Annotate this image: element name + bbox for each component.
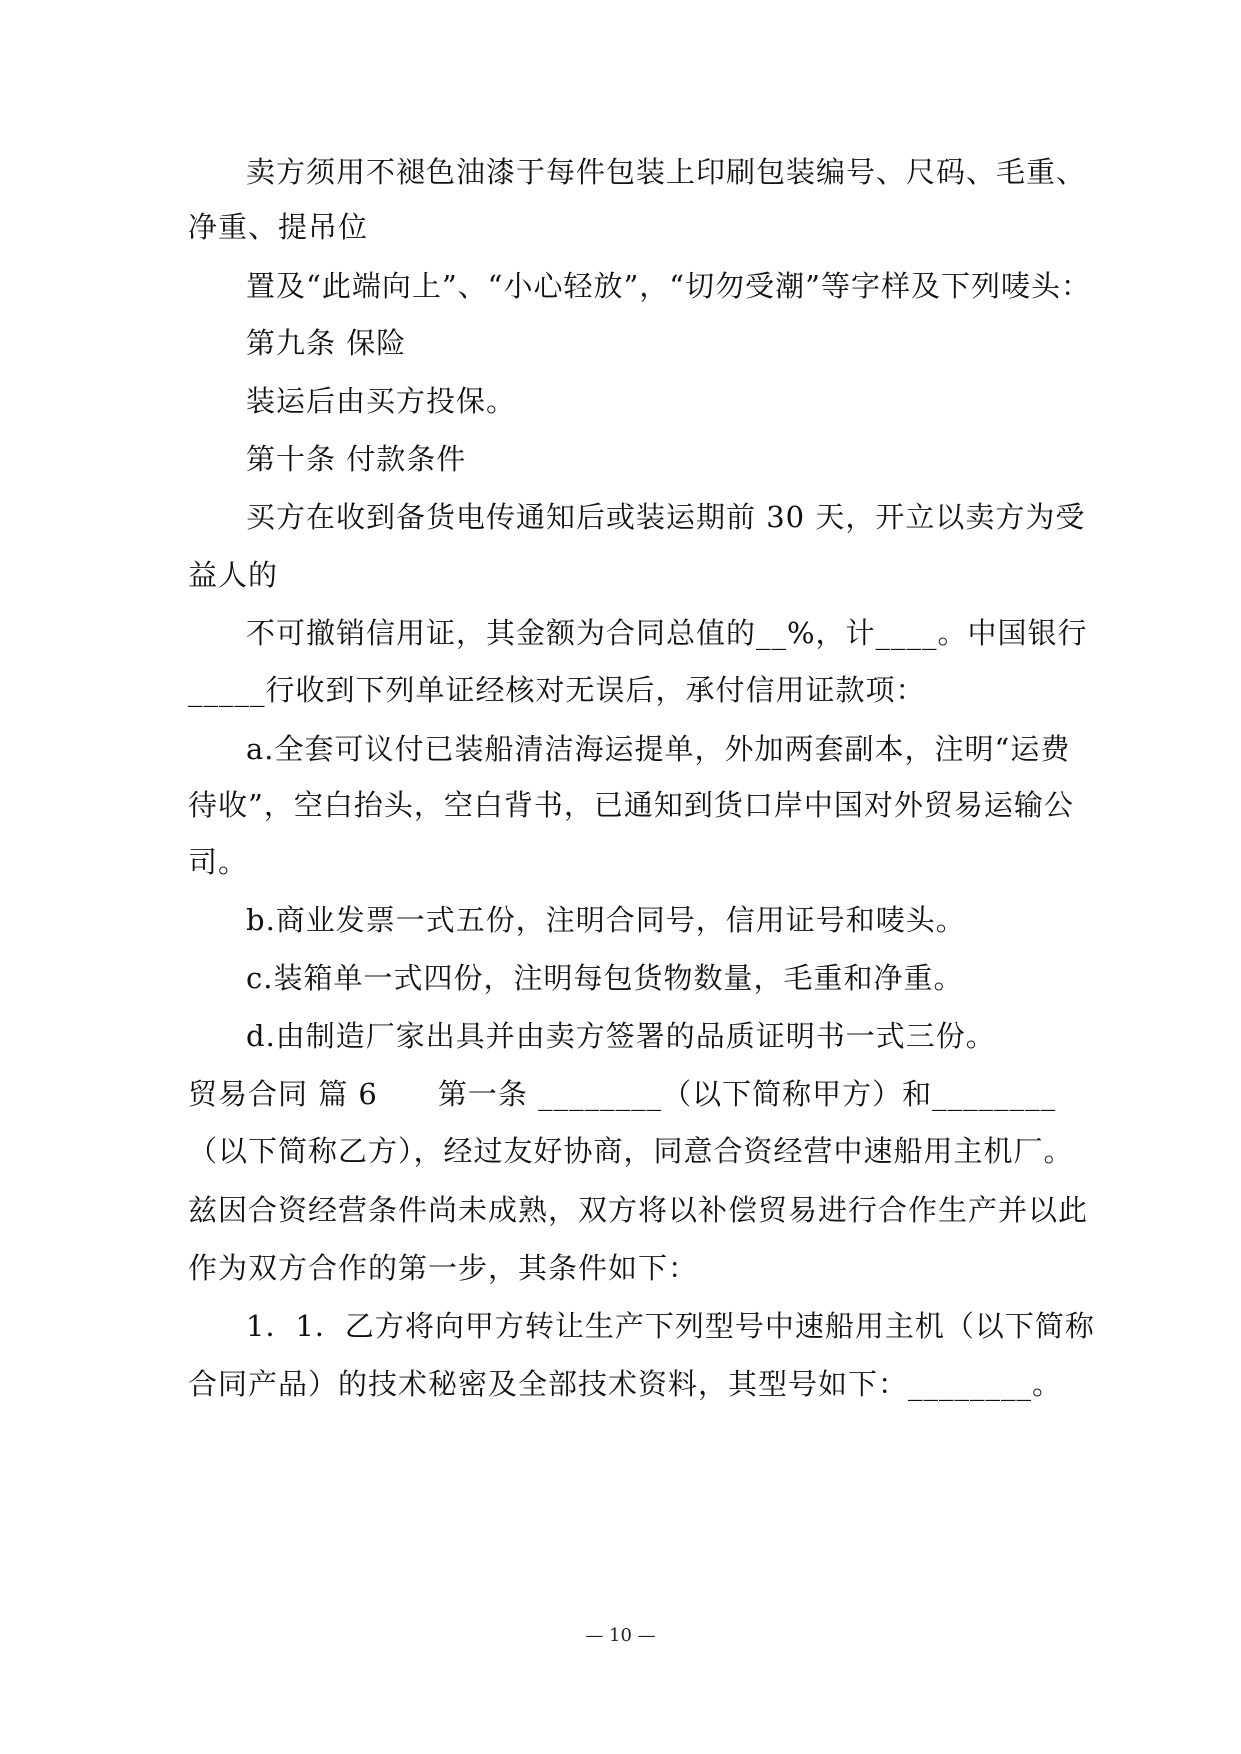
paragraph-line: 益人的 bbox=[188, 558, 279, 592]
section-heading: 第十条 付款条件 bbox=[246, 442, 467, 476]
paragraph-line: 贸易合同 篇 6 第一条 ________（以下简称甲方）和________ bbox=[188, 1077, 1057, 1111]
paragraph-line: 净重、提吊位 bbox=[188, 210, 369, 244]
section-heading: 第九条 保险 bbox=[246, 326, 407, 360]
paragraph-line: 不可撤销信用证，其金额为合同总值的__%，计____。中国银行 bbox=[246, 616, 1088, 650]
paragraph-line: 买方在收到备货电传通知后或装运期前 30 天，开立以卖方为受 bbox=[246, 500, 1086, 534]
paragraph-line: _____行收到下列单证经核对无误后，承付信用证款项： bbox=[188, 673, 926, 707]
list-item-line: c.装箱单一式四份，注明每包货物数量，毛重和净重。 bbox=[246, 961, 964, 995]
paragraph-line: （以下简称乙方），经过友好协商，同意合资经营中速船用主机厂。 bbox=[188, 1134, 1074, 1168]
list-item-line: a.全套可议付已装船清洁海运提单，外加两套副本，注明“运费 bbox=[246, 732, 1071, 766]
paragraph-line: 作为双方合作的第一步，其条件如下： bbox=[188, 1251, 699, 1285]
list-item-line: d.由制造厂家出具并由卖方签署的品质证明书一式三份。 bbox=[246, 1019, 996, 1053]
list-item-line: 待收”，空白抬头，空白背书，已通知到货口岸中国对外贸易运输公 bbox=[188, 788, 1074, 822]
paragraph-line: 卖方须用不褪色油漆于每件包装上印刷包装编号、尺码、毛重、 bbox=[246, 155, 1087, 189]
list-item-line: 司。 bbox=[188, 845, 249, 879]
paragraph-line: 置及“此端向上”、“小心轻放”，“切勿受潮”等字样及下列唛头： bbox=[246, 269, 1091, 303]
paragraph-line: 兹因合资经营条件尚未成熟，双方将以补偿贸易进行合作生产并以此 bbox=[188, 1193, 1089, 1227]
list-item-line: b.商业发票一式五份，注明合同号，信用证号和唛头。 bbox=[246, 903, 966, 937]
paragraph-line: 1．1．乙方将向甲方转让生产下列型号中速船用主机（以下简称 bbox=[246, 1309, 1095, 1343]
page-number: — 10 — bbox=[585, 1625, 656, 1646]
paragraph-line: 合同产品）的技术秘密及全部技术资料，其型号如下：________。 bbox=[188, 1367, 1063, 1401]
paragraph-line: 装运后由买方投保。 bbox=[246, 384, 517, 418]
